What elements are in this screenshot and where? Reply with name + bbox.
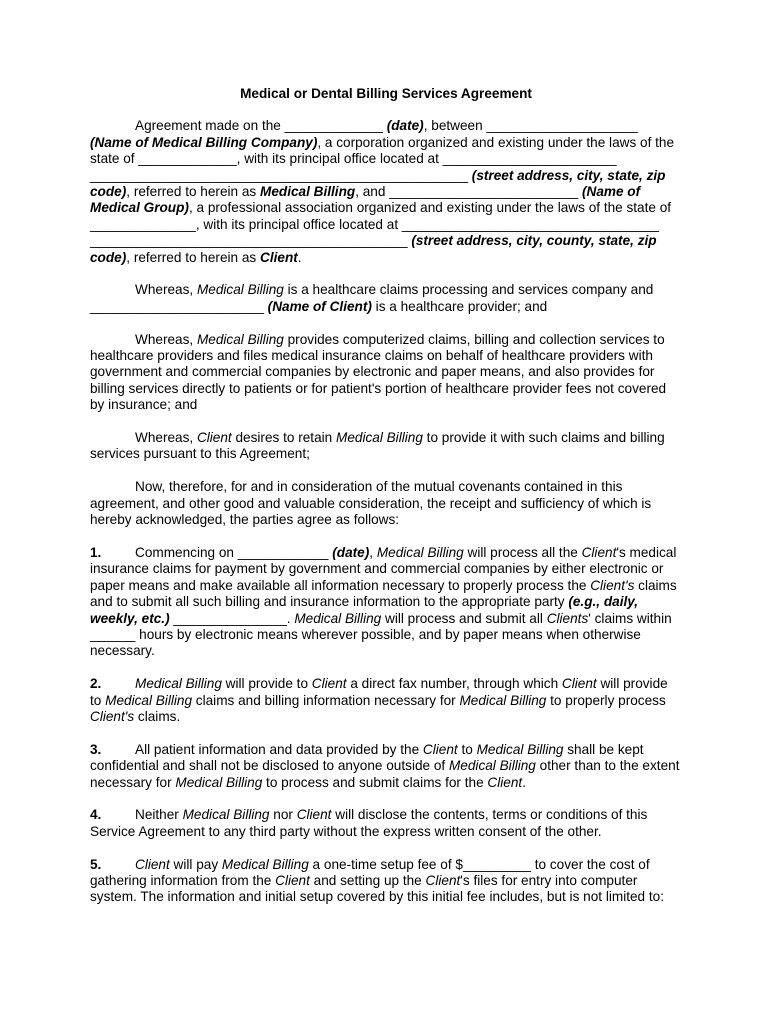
whereas-paragraph-2: Whereas, Medical Billing provides computerized claims, billing and collection services to healthcare providers and files medical insurance claims on behalf of healthcare providers with government and commercial companies by electronic and paper means, and also provides for billing services directly to patients or for patient's portion of healthcare provider fees not covered by insurance; and <box>90 331 667 413</box>
document-title: Medical or Dental Billing Services Agreement <box>240 86 532 101</box>
section-number: 2. <box>90 676 102 692</box>
whereas-paragraph-3: Whereas, Client desires to retain Medical Billing to provide it with such claims and billing services pursuant to this Agreement; <box>90 430 665 462</box>
agreement-intro-paragraph: Agreement made on the _____________ (date), between ____________________ (Name of Medical Billing Company), a corporation organized and existing under the laws of the state of _____________, with its principal office located at _______________________ __________________________________________________ (street address, city, state, zip code), referred to herein as Medical Billing, and _________________________ (Name of Medical Group), a professional association organized and existing under the laws of the state of ______________, with its principal office located at __________________________________ __________________________________________ (street address, city, county, state, zip code), referred to herein as Client. <box>90 118 675 265</box>
section-3: 3. All patient information and data provided by the Client to Medical Billing shall be kept confidential and shall not be disclosed to anyone outside of Medical Billing other than to the extent necessary for Medical Billing to process and submit claims for the Client. <box>90 741 680 790</box>
section-number: 1. <box>90 544 102 560</box>
section-number: 5. <box>90 856 102 872</box>
section-5: 5. Client will pay Medical Billing a one-time setup fee of $_________ to cover the cost of gathering information from the Client and setting up the Client's files for entry into computer system. The information and initial setup covered by this initial fee includes, but is not limited to: <box>90 856 664 905</box>
section-number: 4. <box>90 807 102 823</box>
whereas-paragraph-1: Whereas, Medical Billing is a healthcare claims processing and services company and _______________________ (Name of Client) is a healthcare provider; and <box>90 282 654 314</box>
section-number: 3. <box>90 741 102 757</box>
document-page <box>90 86 682 922</box>
consideration-paragraph: Now, therefore, for and in consideration of the mutual covenants contained in this agreement, and other good and valuable consideration, the receipt and sufficiency of which is hereby acknowledged, the parties agree as follows: <box>90 479 652 528</box>
section-4: 4. Neither Medical Billing nor Client will disclose the contents, terms or conditions of this Service Agreement to any third party without the express written consent of the other. <box>90 807 648 839</box>
section-1: 1. Commencing on ____________ (date), Medical Billing will process all the Client's medical insurance claims for payment by government and commercial companies by either electronic or paper means and make available all information necessary to properly process the Client's claims and to submit all such billing and insurance information to the appropriate party (e.g., daily, weekly, etc.) _______________. Medical Billing will process and submit all Clients' claims within ______ hours by electronic means wherever possible, and by paper means when otherwise necessary. <box>90 544 677 659</box>
section-2: 2. Medical Billing will provide to Client a direct fax number, through which Client will provide to Medical Billing claims and billing information necessary for Medical Billing to properly process Client's claims. <box>90 676 668 724</box>
